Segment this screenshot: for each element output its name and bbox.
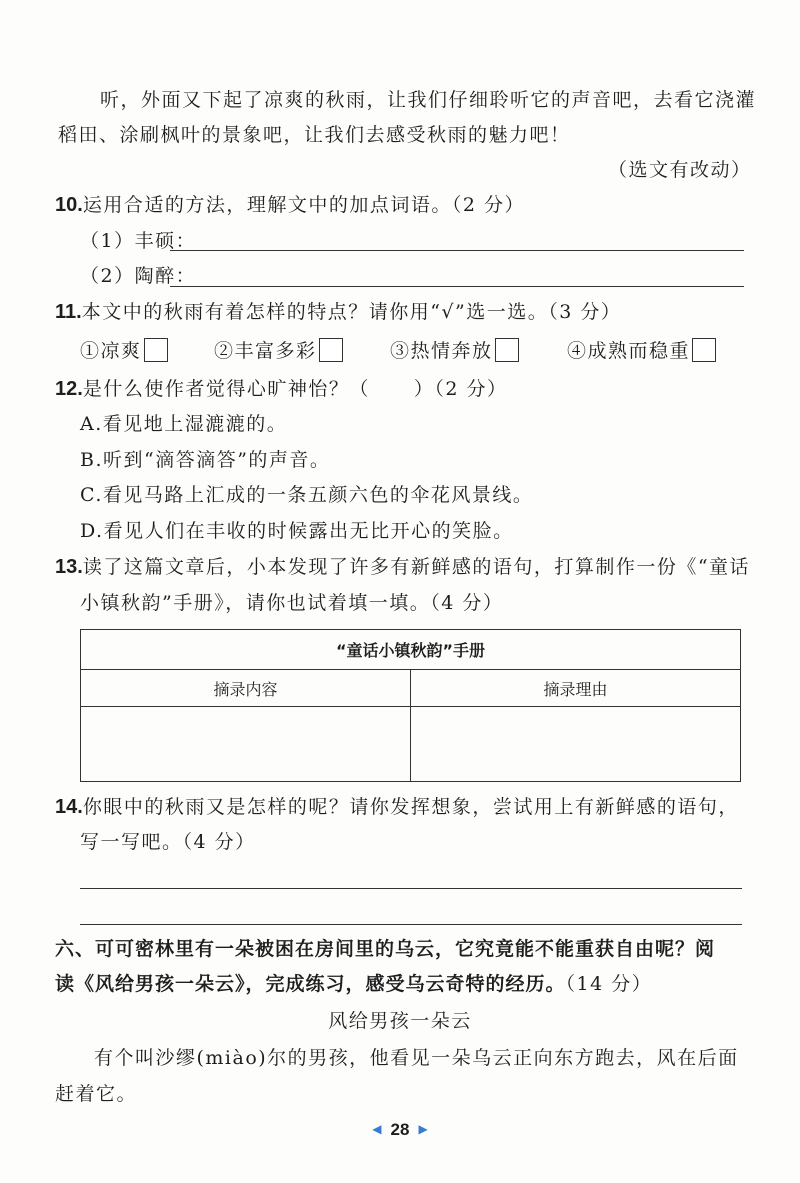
answer-line-2[interactable] [170, 286, 744, 287]
question-14-line-1: 你眼中的秋雨又是怎样的呢？请你发挥想象，尝试用上有新鲜感的语句， [82, 796, 739, 818]
question-11-option-2 [214, 337, 343, 365]
page-number: 28 [390, 1120, 410, 1139]
question-12-option-d: D.看见人们在丰收的时候露出无比开心的笑脸。 [80, 520, 514, 542]
option-1-label: ①凉爽 [80, 340, 142, 362]
option-2-label: ②丰富多彩 [214, 340, 317, 362]
next-page-icon[interactable]: ▶ [418, 1122, 428, 1136]
question-10-text: 运用合适的方法，理解文中的加点词语。（2 分） [82, 194, 525, 216]
question-10-item-2: （2）陶醉： [80, 265, 197, 287]
question-11-number: 11. [55, 301, 82, 323]
answer-line-4[interactable] [80, 924, 742, 925]
question-13-number: 13. [55, 556, 83, 578]
question-12-option-b: B.听到“滴答滴答”的声音。 [80, 449, 331, 471]
story-title: 风给男孩一朵云 [328, 1010, 472, 1032]
option-4-label: ④成熟而稳重 [567, 340, 691, 362]
checkbox-2[interactable] [319, 338, 343, 362]
record-table [80, 629, 741, 782]
question-13 [55, 553, 750, 581]
question-14 [55, 793, 739, 821]
table-header-content: 摘录内容 [81, 670, 411, 707]
table-cell-reason[interactable] [411, 707, 741, 782]
question-11-option-3 [390, 337, 519, 365]
page-footer [0, 1120, 800, 1140]
question-12-text-after: ）（2 分） [413, 378, 508, 400]
checkbox-4[interactable] [692, 338, 716, 362]
question-13-line-2: 小镇秋韵”手册》，请你也试着填一填。（4 分） [80, 592, 504, 614]
table-title: “童话小镇秋韵”手册 [81, 630, 741, 670]
prev-page-icon[interactable]: ◀ [372, 1122, 382, 1136]
question-14-number: 14. [55, 796, 83, 818]
story-line-2: 赶着它。 [55, 1083, 138, 1105]
checkbox-3[interactable] [495, 338, 519, 362]
question-10-number: 10. [55, 194, 83, 216]
answer-line-3[interactable] [80, 888, 742, 889]
answer-line-1[interactable] [170, 250, 744, 251]
section-6-score: （14 分） [565, 973, 653, 995]
question-10 [55, 191, 525, 219]
question-13-line-1: 读了这篇文章后，小本发现了许多有新鲜感的语句，打算制作一份《“童话 [82, 556, 751, 578]
question-12-option-c: C.看见马路上汇成的一条五颜六色的伞花风景线。 [80, 484, 534, 506]
section-6-line-1: 六、可可密林里有一朵被困在房间里的乌云，它究竟能不能重获自由呢？阅 [55, 938, 716, 960]
question-14-line-2: 写一写吧。（4 分） [80, 831, 256, 853]
story-line-1: 有个叫沙缪(miào)尔的男孩，他看见一朵乌云正向东方跑去，风在后面 [94, 1047, 739, 1069]
question-12-number: 12. [55, 378, 83, 400]
question-11-option-1 [80, 337, 168, 365]
checkbox-1[interactable] [144, 338, 168, 362]
section-6-line-2 [55, 970, 652, 998]
section-6-instruction: 读《风给男孩一朵云》，完成练习，感受乌云奇特的经历。 [55, 973, 566, 995]
question-12 [55, 375, 507, 403]
question-12-text-before: 是什么使作者觉得心旷神怡？（ [82, 378, 370, 400]
passage-line-1: 听，外面又下起了凉爽的秋雨，让我们仔细聆听它的声音吧，去看它浇灌 [100, 89, 757, 111]
question-12-option-a: A.看见地上湿漉漉的。 [80, 413, 288, 435]
question-10-item-1: （1）丰硕： [80, 230, 197, 252]
option-3-label: ③热情奔放 [390, 340, 493, 362]
table-header-reason: 摘录理由 [411, 670, 741, 707]
passage-source: （选文有改动） [608, 159, 752, 181]
question-11 [55, 298, 621, 326]
question-11-text: 本文中的秋雨有着怎样的特点？请你用“√”选一选。（3 分） [81, 301, 622, 323]
question-11-option-4 [567, 337, 716, 365]
table-cell-content[interactable] [81, 707, 411, 782]
passage-line-2: 稻田、涂刷枫叶的景象吧，让我们去感受秋雨的魅力吧！ [58, 124, 571, 146]
